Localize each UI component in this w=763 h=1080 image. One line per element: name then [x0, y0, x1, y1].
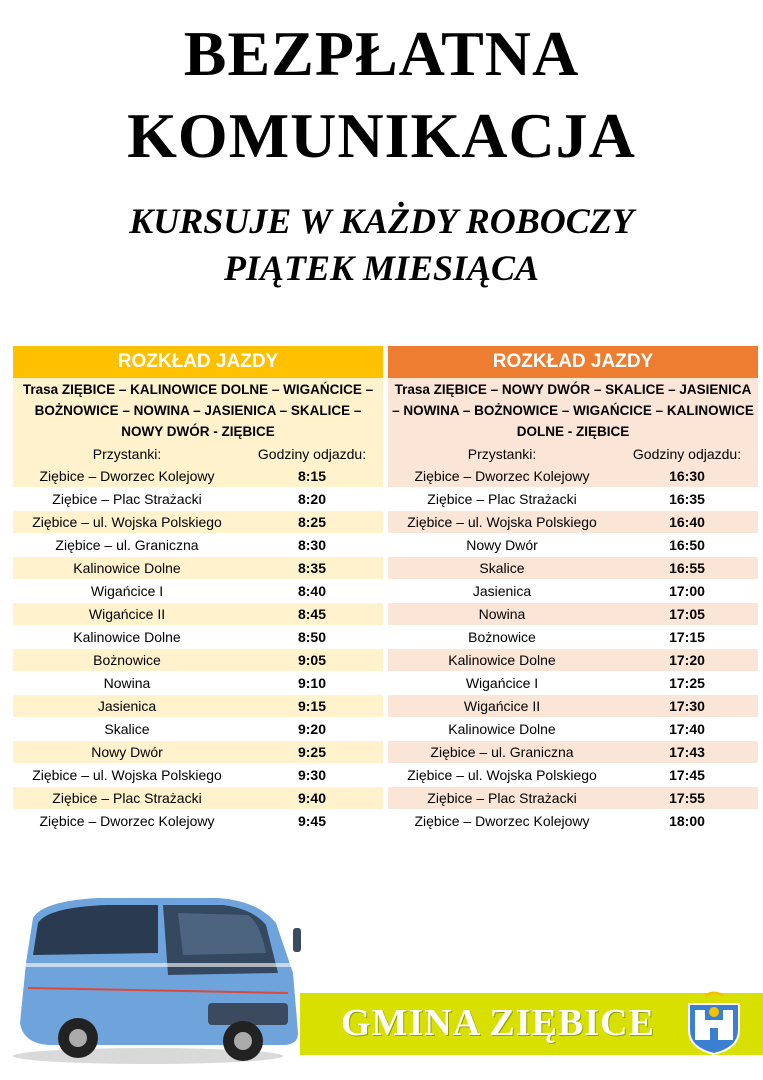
- timetable: [13, 465, 383, 833]
- stop-name: Kalinowice Dolne: [13, 557, 241, 580]
- table-row: [388, 511, 758, 534]
- departure-time: 17:20: [616, 649, 758, 672]
- departure-time: 8:40: [241, 580, 383, 603]
- departure-time: 8:45: [241, 603, 383, 626]
- times-header: Godziny odjazdu:: [257, 446, 367, 462]
- stop-name: Nowina: [388, 603, 616, 626]
- stop-name: Ziębice – Plac Strażacki: [13, 787, 241, 810]
- stop-name: Skalice: [388, 557, 616, 580]
- departure-time: 8:50: [241, 626, 383, 649]
- stop-name: Wigańcice II: [13, 603, 241, 626]
- table-row: [13, 741, 383, 764]
- table-row: [13, 764, 383, 787]
- times-header: Godziny odjazdu:: [632, 446, 742, 462]
- table-row: [388, 695, 758, 718]
- departure-time: 16:30: [616, 465, 758, 488]
- departure-time: 17:15: [616, 626, 758, 649]
- departure-time: 18:00: [616, 810, 758, 833]
- departure-time: 17:40: [616, 718, 758, 741]
- departure-time: 17:25: [616, 672, 758, 695]
- departure-time: 9:05: [241, 649, 383, 672]
- column-headers: [388, 443, 758, 465]
- departure-time: 17:43: [616, 741, 758, 764]
- table-row: [388, 534, 758, 557]
- stop-name: Kalinowice Dolne: [388, 649, 616, 672]
- schedule-heading: ROZKŁAD JAZDY: [388, 346, 758, 378]
- stops-header: Przystanki:: [92, 446, 162, 462]
- stop-name: Bożnowice: [13, 649, 241, 672]
- stop-name: Nowina: [13, 672, 241, 695]
- table-row: [388, 718, 758, 741]
- stop-name: Ziębice – ul. Graniczna: [388, 741, 616, 764]
- table-row: [388, 741, 758, 764]
- table-row: [13, 718, 383, 741]
- departure-time: 9:45: [241, 810, 383, 833]
- table-row: [13, 580, 383, 603]
- stop-name: Ziębice – Dworzec Kolejowy: [13, 465, 241, 488]
- title-line-2: KOMUNIKACJA: [127, 100, 636, 171]
- departure-time: 17:45: [616, 764, 758, 787]
- stop-name: Ziębice – ul. Graniczna: [13, 534, 241, 557]
- stop-name: Ziębice – Dworzec Kolejowy: [388, 465, 616, 488]
- departure-time: 8:20: [241, 488, 383, 511]
- stop-name: Wigańcice I: [13, 580, 241, 603]
- schedule-afternoon: [388, 346, 758, 833]
- stop-name: Ziębice – Plac Strażacki: [388, 488, 616, 511]
- stop-name: Jasienica: [388, 580, 616, 603]
- stop-name: Ziębice – Plac Strażacki: [13, 488, 241, 511]
- stops-header: Przystanki:: [467, 446, 537, 462]
- table-row: [388, 764, 758, 787]
- banner-text: GMINA ZIĘBICE: [341, 1002, 655, 1044]
- table-row: [388, 626, 758, 649]
- departure-time: 16:55: [616, 557, 758, 580]
- table-row: [13, 649, 383, 672]
- stop-name: Ziębice – Dworzec Kolejowy: [13, 810, 241, 833]
- table-row: [388, 603, 758, 626]
- bus-image: [8, 893, 313, 1068]
- table-row: [13, 810, 383, 833]
- departure-time: 9:30: [241, 764, 383, 787]
- table-row: [13, 695, 383, 718]
- schedule-morning: [13, 346, 383, 833]
- table-row: [13, 672, 383, 695]
- stop-name: Kalinowice Dolne: [388, 718, 616, 741]
- schedule-heading: ROZKŁAD JAZDY: [13, 346, 383, 378]
- departure-time: 17:05: [616, 603, 758, 626]
- stop-name: Ziębice – ul. Wojska Polskiego: [13, 764, 241, 787]
- stop-name: Nowy Dwór: [13, 741, 241, 764]
- departure-time: 16:35: [616, 488, 758, 511]
- timetable: [388, 465, 758, 833]
- table-row: [388, 488, 758, 511]
- stop-name: Wigańcice II: [388, 695, 616, 718]
- table-row: [13, 465, 383, 488]
- table-row: [13, 603, 383, 626]
- table-row: [388, 787, 758, 810]
- table-row: [388, 557, 758, 580]
- departure-time: 17:30: [616, 695, 758, 718]
- departure-time: 9:40: [241, 787, 383, 810]
- column-headers: [13, 443, 383, 465]
- departure-time: 16:40: [616, 511, 758, 534]
- route-description: Trasa ZIĘBICE – NOWY DWÓR – SKALICE – JASIENICA – NOWINA – BOŻNOWICE – WIGAŃCICE – KALINOWICE DOLNE - ZIĘBICE: [388, 378, 758, 443]
- departure-time: 8:15: [241, 465, 383, 488]
- subtitle-line-2: PIĄTEK MIESIĄCA: [223, 248, 540, 288]
- stop-name: Ziębice – Plac Strażacki: [388, 787, 616, 810]
- table-row: [388, 465, 758, 488]
- departure-time: 9:15: [241, 695, 383, 718]
- timetable-body: [388, 465, 758, 833]
- table-row: [13, 626, 383, 649]
- route-description: Trasa ZIĘBICE – KALINOWICE DOLNE – WIGAŃCICE – BOŻNOWICE – NOWINA – JASIENICA – SKALICE – NOWY DWÓR - ZIĘBICE: [13, 378, 383, 443]
- table-row: [388, 580, 758, 603]
- departure-time: 9:25: [241, 741, 383, 764]
- coat-of-arms-icon: [685, 990, 743, 1056]
- table-row: [13, 488, 383, 511]
- table-row: [388, 810, 758, 833]
- title-line-1: BEZPŁATNA: [183, 18, 580, 89]
- stop-name: Nowy Dwór: [388, 534, 616, 557]
- table-row: [388, 672, 758, 695]
- departure-time: 8:30: [241, 534, 383, 557]
- timetable-body: [13, 465, 383, 833]
- departure-time: 16:50: [616, 534, 758, 557]
- stop-name: Jasienica: [13, 695, 241, 718]
- stop-name: Bożnowice: [388, 626, 616, 649]
- stop-name: Ziębice – ul. Wojska Polskiego: [13, 511, 241, 534]
- stop-name: Kalinowice Dolne: [13, 626, 241, 649]
- stop-name: Ziębice – ul. Wojska Polskiego: [388, 764, 616, 787]
- table-row: [388, 649, 758, 672]
- departure-time: 17:00: [616, 580, 758, 603]
- table-row: [13, 787, 383, 810]
- stop-name: Ziębice – Dworzec Kolejowy: [388, 810, 616, 833]
- table-row: [13, 557, 383, 580]
- subtitle-line-1: KURSUJE W KAŻDY ROBOCZY: [129, 201, 634, 241]
- departure-time: 9:10: [241, 672, 383, 695]
- departure-time: 8:35: [241, 557, 383, 580]
- stop-name: Ziębice – ul. Wojska Polskiego: [388, 511, 616, 534]
- table-row: [13, 511, 383, 534]
- table-row: [13, 534, 383, 557]
- departure-time: 17:55: [616, 787, 758, 810]
- departure-time: 9:20: [241, 718, 383, 741]
- stop-name: Wigańcice I: [388, 672, 616, 695]
- stop-name: Skalice: [13, 718, 241, 741]
- departure-time: 8:25: [241, 511, 383, 534]
